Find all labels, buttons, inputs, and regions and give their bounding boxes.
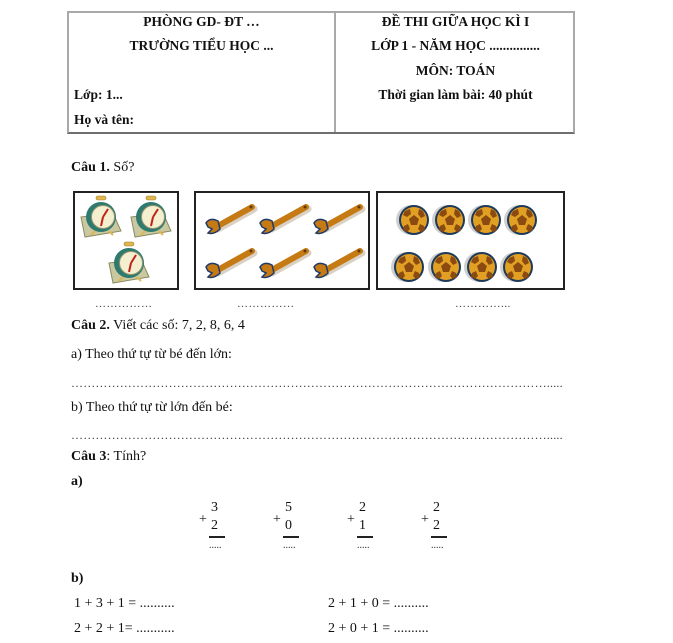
plus-sign: +: [199, 512, 207, 527]
soccer-ball-icon: [464, 252, 497, 282]
exam-duration: Thời gian làm bài: 40 phút: [378, 87, 533, 102]
soccer-ball-icon: [428, 252, 461, 282]
addend-bottom: 2: [211, 518, 218, 533]
answer-blank-wrenches[interactable]: ……………: [237, 298, 295, 310]
question-2-label: Câu 2.: [71, 318, 110, 333]
addend-top: 3: [211, 500, 218, 515]
picture-box-balls: [376, 191, 565, 290]
question-2b-prompt: b) Theo thứ tự từ lớn đến bé:: [71, 400, 233, 415]
equation-1[interactable]: 1 + 3 + 1 = ..........: [74, 596, 175, 611]
sum-answer-blank[interactable]: .....: [431, 540, 444, 551]
sum-bar: [283, 536, 299, 538]
exam-title: ĐỀ THI GIỮA HỌC KÌ I: [381, 14, 530, 29]
ball-group: [378, 193, 567, 292]
addend-top: 2: [359, 500, 366, 515]
class-label: Lớp: 1...: [74, 87, 123, 102]
plus-sign: +: [347, 512, 355, 527]
wrench-icon: [314, 206, 362, 234]
wrench-icon: [314, 250, 362, 278]
question-1: [71, 160, 134, 176]
question-1-label: Câu 1.: [71, 160, 110, 175]
sum-answer-blank[interactable]: .....: [283, 540, 296, 551]
soccer-ball-icon: [432, 205, 465, 235]
sum-answer-blank[interactable]: .....: [209, 540, 222, 551]
vertical-sum-1: [199, 500, 239, 560]
question-2-prompt: Viết các số: 7, 2, 8, 6, 4: [113, 318, 245, 333]
alarm-clock-icon: [127, 195, 175, 239]
vertical-sum-4: [421, 500, 461, 560]
education-office: PHÒNG GD- ĐT …: [143, 14, 260, 29]
picture-box-wrenches: [194, 191, 370, 290]
wrench-group: [196, 193, 372, 292]
school-name: TRƯỜNG TIỂU HỌC ...: [129, 38, 274, 53]
sum-bar: [357, 536, 373, 538]
vertical-sum-3: [347, 500, 387, 560]
equation-3[interactable]: 2 + 2 + 1= ...........: [74, 621, 175, 636]
question-3: [71, 449, 146, 465]
soccer-ball-icon: [391, 252, 424, 282]
answer-blank-balls[interactable]: …………...: [455, 298, 511, 310]
addend-bottom: 0: [285, 518, 292, 533]
sum-answer-blank[interactable]: .....: [357, 540, 370, 551]
sum-bar: [431, 536, 447, 538]
wrench-icon: [260, 250, 308, 278]
addend-top: 5: [285, 500, 292, 515]
vertical-sum-2: [273, 500, 313, 560]
answer-blank-clocks[interactable]: ……………: [95, 298, 153, 310]
question-3-label: Câu 3: [71, 449, 107, 464]
exam-header-table: [67, 11, 575, 134]
grade-year: LỚP 1 - NĂM HỌC ...............: [371, 38, 540, 53]
question-3b-label: b): [71, 571, 84, 586]
student-name-label: Họ và tên:: [74, 112, 134, 127]
question-3a-label: a): [71, 474, 83, 489]
soccer-ball-icon: [468, 205, 501, 235]
subject: MÔN: TOÁN: [415, 63, 496, 78]
question-1-prompt: Số?: [113, 160, 135, 175]
wrench-icon: [206, 206, 254, 234]
equation-4[interactable]: 2 + 0 + 1 = ..........: [328, 621, 429, 636]
equation-2[interactable]: 2 + 1 + 0 = ..........: [328, 596, 429, 611]
wrench-icon: [206, 250, 254, 278]
question-2a-prompt: a) Theo thứ tự từ bé đến lớn:: [71, 347, 232, 362]
sum-bar: [209, 536, 225, 538]
plus-sign: +: [421, 512, 429, 527]
addend-bottom: 2: [433, 518, 440, 533]
answer-line-2a[interactable]: ……………………………………………………………………………………………………….....: [71, 376, 563, 390]
question-2: [71, 318, 245, 334]
answer-line-2b[interactable]: ……………………………………………………………………………………………………….....: [71, 428, 563, 442]
question-3-prompt: : Tính?: [106, 449, 147, 464]
picture-box-clocks: [73, 191, 179, 290]
wrench-icon: [260, 206, 308, 234]
plus-sign: +: [273, 512, 281, 527]
addend-bottom: 1: [359, 518, 366, 533]
soccer-ball-icon: [504, 205, 537, 235]
alarm-clock-icon: [77, 195, 125, 239]
addend-top: 2: [433, 500, 440, 515]
soccer-ball-icon: [396, 205, 429, 235]
soccer-ball-icon: [500, 252, 533, 282]
alarm-clock-icon: [105, 241, 153, 285]
